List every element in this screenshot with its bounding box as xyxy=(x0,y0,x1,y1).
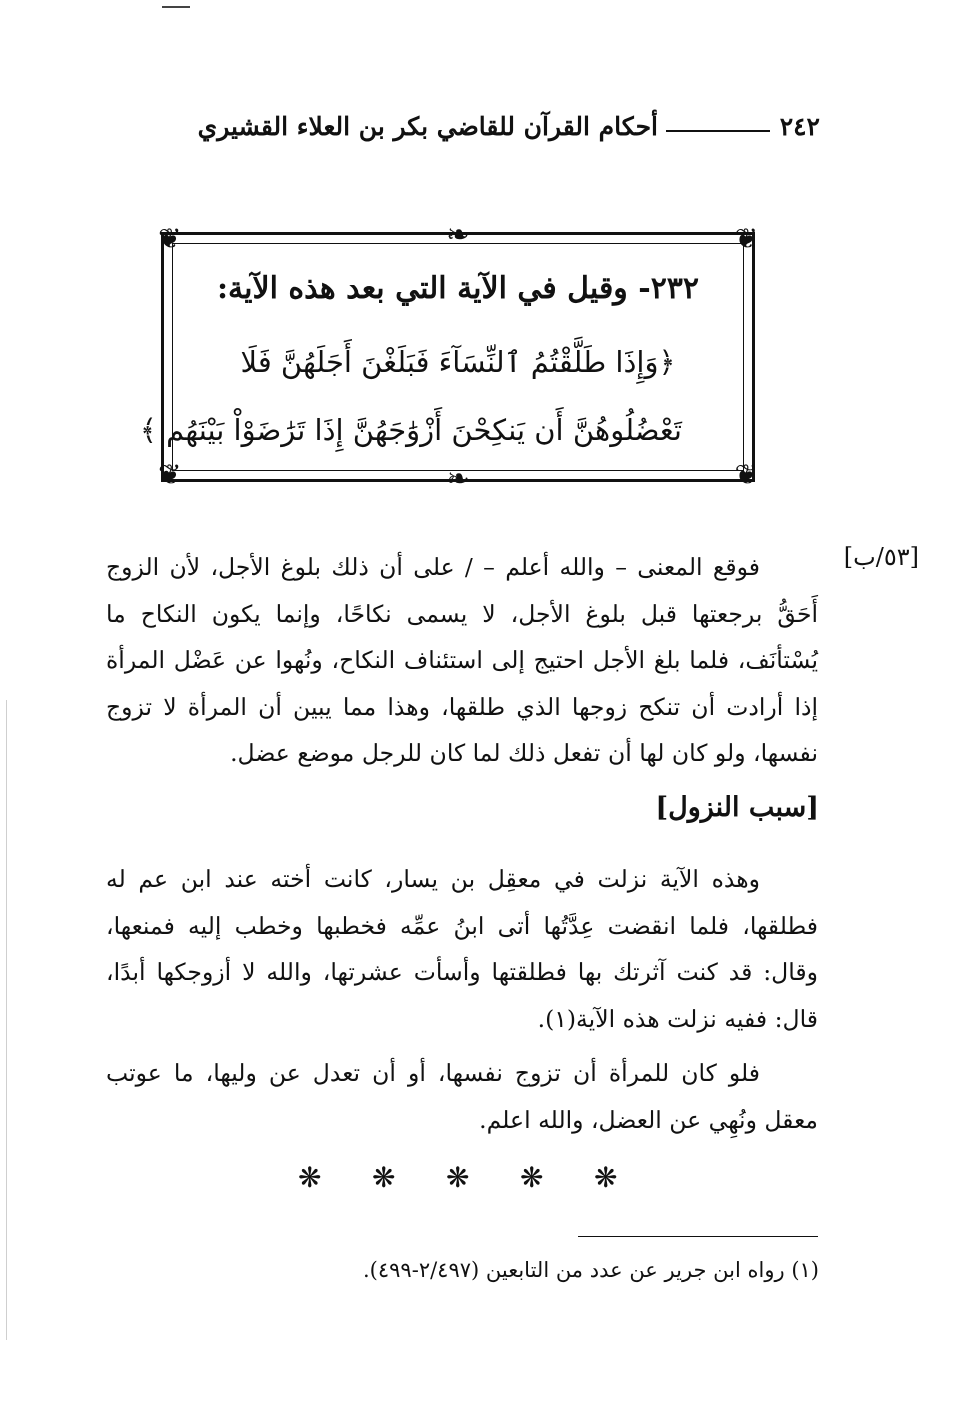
asterism-icon: ❋ xyxy=(594,1161,618,1194)
ornamental-frame xyxy=(139,218,758,495)
bottom-ornament-icon: ❧ xyxy=(446,462,470,495)
footnote-rule xyxy=(578,1236,818,1237)
page-number: ٢٤٢ xyxy=(779,112,820,141)
asterism-icon: ❋ xyxy=(520,1161,544,1194)
asterism-icon: ❋ xyxy=(372,1161,396,1194)
corner-ornament-icon: ❦ xyxy=(734,458,758,491)
corner-ornament-icon: ❦ xyxy=(158,222,182,255)
top-ornament-icon: ❧ xyxy=(446,218,470,251)
header-rule xyxy=(666,130,770,132)
manuscript-folio-marker: [٥٣/ب] xyxy=(843,543,919,571)
asterism-icon: ❋ xyxy=(298,1161,322,1194)
asterism-icon: ❋ xyxy=(446,1161,470,1194)
body-paragraph: فوقع المعنى – والله أعلم – / على أن ذلك بلوغ الأجل، لأن الزوج أَحَقُّ برجعتها قبل بلوغ الأجل، لا يسمى نكاحًا، وإنما يكون النكاح ما يُسْتأنَف، فلما بلغ الأجل احتيج إلى استئناف النكاح، ونُهوا عن عَضْل المرأة إذا أرادت أن تنكح زوجها الذي طلقها، وهذا مما يبين أن المرأة لا تزوج نفسها، ولو كان لها أن تفعل ذلك لما كان للرجل موضع عضل. xyxy=(106,553,818,767)
top-edge-mark xyxy=(162,6,190,8)
page-edge-line xyxy=(6,700,7,1340)
body-paragraph: فلو كان للمرأة أن تزوج نفسها، أو أن تعدل عن وليها، ما عوتب معقل ونُهِي عن العضل، والله اعلم. xyxy=(106,1059,818,1134)
quran-verse-line: ﴿وَإِذَا طَلَّقْتُمُ ٱلنِّسَآءَ فَبَلَغْنَ أَجَلَهُنَّ فَلَا xyxy=(240,345,676,379)
section-separator xyxy=(290,1161,630,1198)
footnote: (١) رواه ابن جرير عن عدد من التابعين (٢/٤٩٧-٤٩٩). xyxy=(362,1258,819,1282)
body-paragraph: وهذه الآية نزلت في معقِل بن يسار، كانت أخته عند ابن عم له فطلقها، فلما انقضت عِدَّتُها أتى ابنُ عمِّه فخطبها وخطب إليه فمنعها، وقال: قد كنت آثرتك بها فطلقتها وأسأت عشرتها، والله لا أزوجكها أبدًا، قال: ففيه نزلت هذه الآية(١). xyxy=(106,865,818,1033)
corner-ornament-icon: ❦ xyxy=(158,458,182,491)
quran-verse-line: تَعْضُلُوهُنَّ أَن يَنكِحْنَ أَزْوَٰجَهُنَّ إِذَا تَرَٰضَوْاْ بَيْنَهُم ﴾ xyxy=(139,413,682,447)
running-title: أحكام القرآن للقاضي بكر بن العلاء القشيري xyxy=(197,112,658,141)
page-header xyxy=(100,106,820,150)
corner-ornament-icon: ❦ xyxy=(734,222,758,255)
entry-heading: ٢٣٢- وقيل في الآية التي بعد هذه الآية: xyxy=(216,271,700,306)
section-heading: [سبب النزول] xyxy=(655,792,819,823)
